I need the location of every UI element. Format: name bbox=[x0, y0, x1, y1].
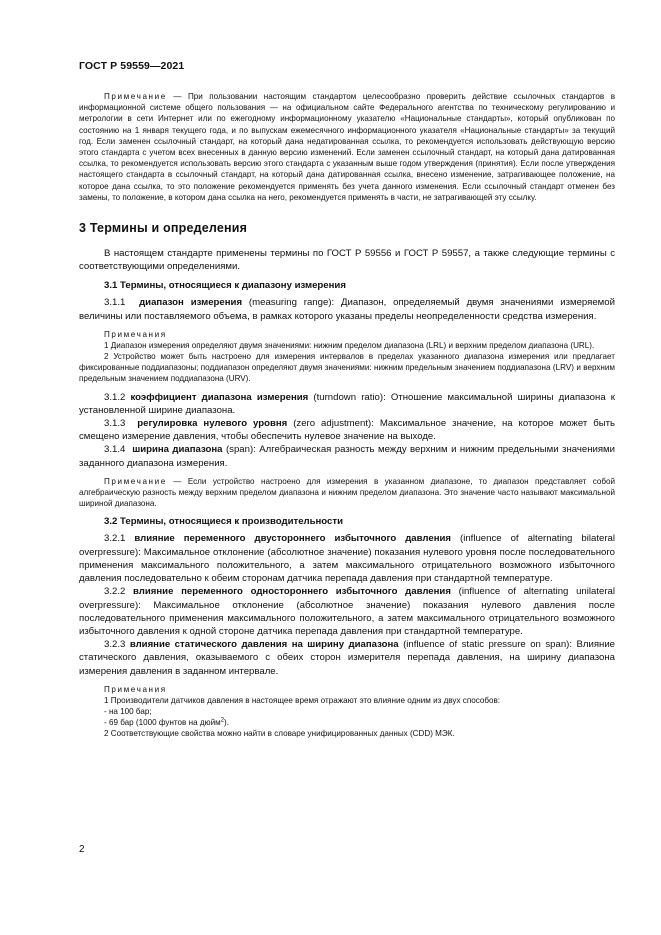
term-definition: (span): Алгебраическая разность между верхним и нижним предельными значениями заданного диапазона измерения. bbox=[79, 444, 616, 469]
term-name: влияние переменного двустороннего избыточного давления bbox=[134, 533, 451, 545]
section-title: 3 Термины и определения bbox=[79, 221, 248, 236]
term-name: регулировка нулевого уровня bbox=[137, 418, 288, 430]
note-text: — При пользовании настоящим стандартом целесообразно проверить действие ссылочных стандартов в информационной системе общего пользования — на официальном сайте Федерального агентства по техническому регулированию и метрологии в сети Интернет или по ежегодному информационному указателю «Национальные стандарты», который опубликован по состоянию на 1 января текущего года, и по выпускам ежемесячного информационного указателя «Национальные стандарты» за текущий год. Если заменен ссылочный стандарт, на который дана недатированная ссылка, то рекомендуется использовать действующую версию этого стандарта с учетом всех внесенных в данную версию изменений. Если заменен ссылочный стандарт, на который дана датированная ссылка, то рекомендуется использовать версию этого стандарта с указанным выше годом утверждения (принятия). Если после утверждения настоящего стандарта в ссылочный стандарт, на который дана датированная ссылка, внесено изменение, затрагивающее положение, на которое дана ссылка, то это положение рекомендуется применять без учета данного изменения. Если ссылочный стандарт отменен без замены, то положение, в котором дана ссылка на него, рекомендуется применять в части, не затрагивающей эту ссылку. bbox=[79, 92, 615, 202]
notes-title: Примечания bbox=[104, 684, 167, 694]
note-text: — Если устройство настроено для измерения в указанном диапазоне, то диапазон представляет собой алгебраическую разность между верхним пределом диапазона и нижним пределом диапазона. Это значение часто называют максимальной шириной диапазона. bbox=[79, 476, 615, 509]
note-item bbox=[79, 717, 615, 728]
page-content bbox=[79, 80, 615, 740]
term-number: 3.1.3 bbox=[104, 418, 126, 430]
subsection-title: 3.2 Термины, относящиеся к производительности bbox=[104, 516, 343, 528]
note-text: - 69 бар (1000 фунтов на дюйм bbox=[104, 718, 221, 728]
term-entry bbox=[79, 443, 615, 469]
term-number: 3.2.1 bbox=[104, 533, 126, 545]
note-item: - на 100 бар; bbox=[104, 706, 152, 716]
term-definition: (influence of alternating bilateral overpressure): Максимальное отклонение (абсолютное значение) показания нулевого уровня после последовательного применения максимального положительного, а затем максимального отрицательного возможного избыточного давления последовательно к обеим сторонам датчика перепада давления при стандартной температуре. bbox=[79, 533, 615, 585]
term-number: 3.1.1 bbox=[104, 297, 126, 309]
term-entry bbox=[79, 296, 615, 322]
term-name: диапазон измерения bbox=[139, 297, 243, 309]
note-label: Примечание bbox=[104, 92, 167, 101]
note-item: 1 Диапазон измерения определяют двумя значениями: нижним пределом диапазона (LRL) и верхним пределом диапазона (URL). bbox=[104, 340, 595, 350]
term-definition: (zero adjustment): Максимальное значение, на которое может быть смещено измерение давления, чтобы обеспечить нулевое значение на выходе. bbox=[79, 418, 615, 443]
term-definition: (turndown ratio): Отношение максимальной ширины диапазона к установленной ширине диапазона. bbox=[79, 391, 615, 416]
term-entry bbox=[79, 638, 615, 678]
term-note bbox=[79, 476, 615, 510]
term-entry bbox=[79, 391, 615, 417]
term-name: коэффициент диапазона измерения bbox=[130, 391, 309, 403]
term-definition: (influence of alternating unilateral overpressure): Максимальное отклонение (абсолютное значение) показания нулевого давления после последовательного применения максимального положительного, а затем максимального отрицательного возможного избыточного давления к одной стороне датчика перепада давления при стандартной температуре. bbox=[79, 586, 615, 637]
section-intro: В настоящем стандарте применены термины по ГОСТ Р 59556 и ГОСТ Р 59557, а также следующие термины с соответствующими определениями. bbox=[79, 248, 615, 273]
document-header: ГОСТ Р 59559—2021 bbox=[79, 60, 185, 72]
note-item: 1 Производители датчиков давления в настоящее время отражают это влияние одним из двух способов: bbox=[104, 695, 501, 705]
note-item: 2 Устройство может быть настроено для измерения интервалов в пределах указанного диапазона измерения или предлагает фиксированные поддиапазоны; поддиапазон определяют двумя значениями: нижним предельным значением поддиапазона (LRV) и верхним предельным значением поддиапазона (URV). bbox=[79, 352, 615, 384]
notes-title: Примечания bbox=[104, 329, 167, 339]
term-name: влияние статического давления на ширину диапазона bbox=[129, 639, 399, 651]
term-name: ширина диапазона bbox=[132, 444, 223, 456]
subsection-title: 3.1 Термины, относящиеся к диапазону измерения bbox=[104, 280, 346, 292]
note-item: 2 Соответствующие свойства можно найти в словаре унифицированных данных (CDD) МЭК. bbox=[104, 729, 455, 739]
note-text: ). bbox=[224, 718, 229, 728]
term-number: 3.2.2 bbox=[104, 586, 126, 598]
intro-note bbox=[79, 91, 615, 203]
term-definition: (measuring range): Диапазон, определяемый двумя значениями измеряемой величины или поставляемого объема, в рамках которого указаны пределы неопределенности средства измерения. bbox=[79, 297, 615, 322]
page-number: 2 bbox=[79, 844, 85, 855]
term-number: 3.1.2 bbox=[104, 391, 126, 403]
term-number: 3.1.4 bbox=[104, 444, 126, 456]
superscript: 2 bbox=[220, 717, 225, 724]
note-label: Примечание bbox=[104, 476, 167, 486]
term-name: влияние переменного одностороннего избыточного давления bbox=[133, 586, 451, 598]
term-entry bbox=[79, 417, 615, 443]
term-entry bbox=[79, 532, 615, 585]
term-entry bbox=[79, 585, 615, 638]
term-number: 3.2.3 bbox=[104, 639, 126, 651]
term-definition: (influence of static pressure on span): Влияние статического давления, оказываемого с обеих сторон измерителя перепада давления, на ширину диапазона измерения давления в заданном интервале. bbox=[79, 639, 616, 677]
